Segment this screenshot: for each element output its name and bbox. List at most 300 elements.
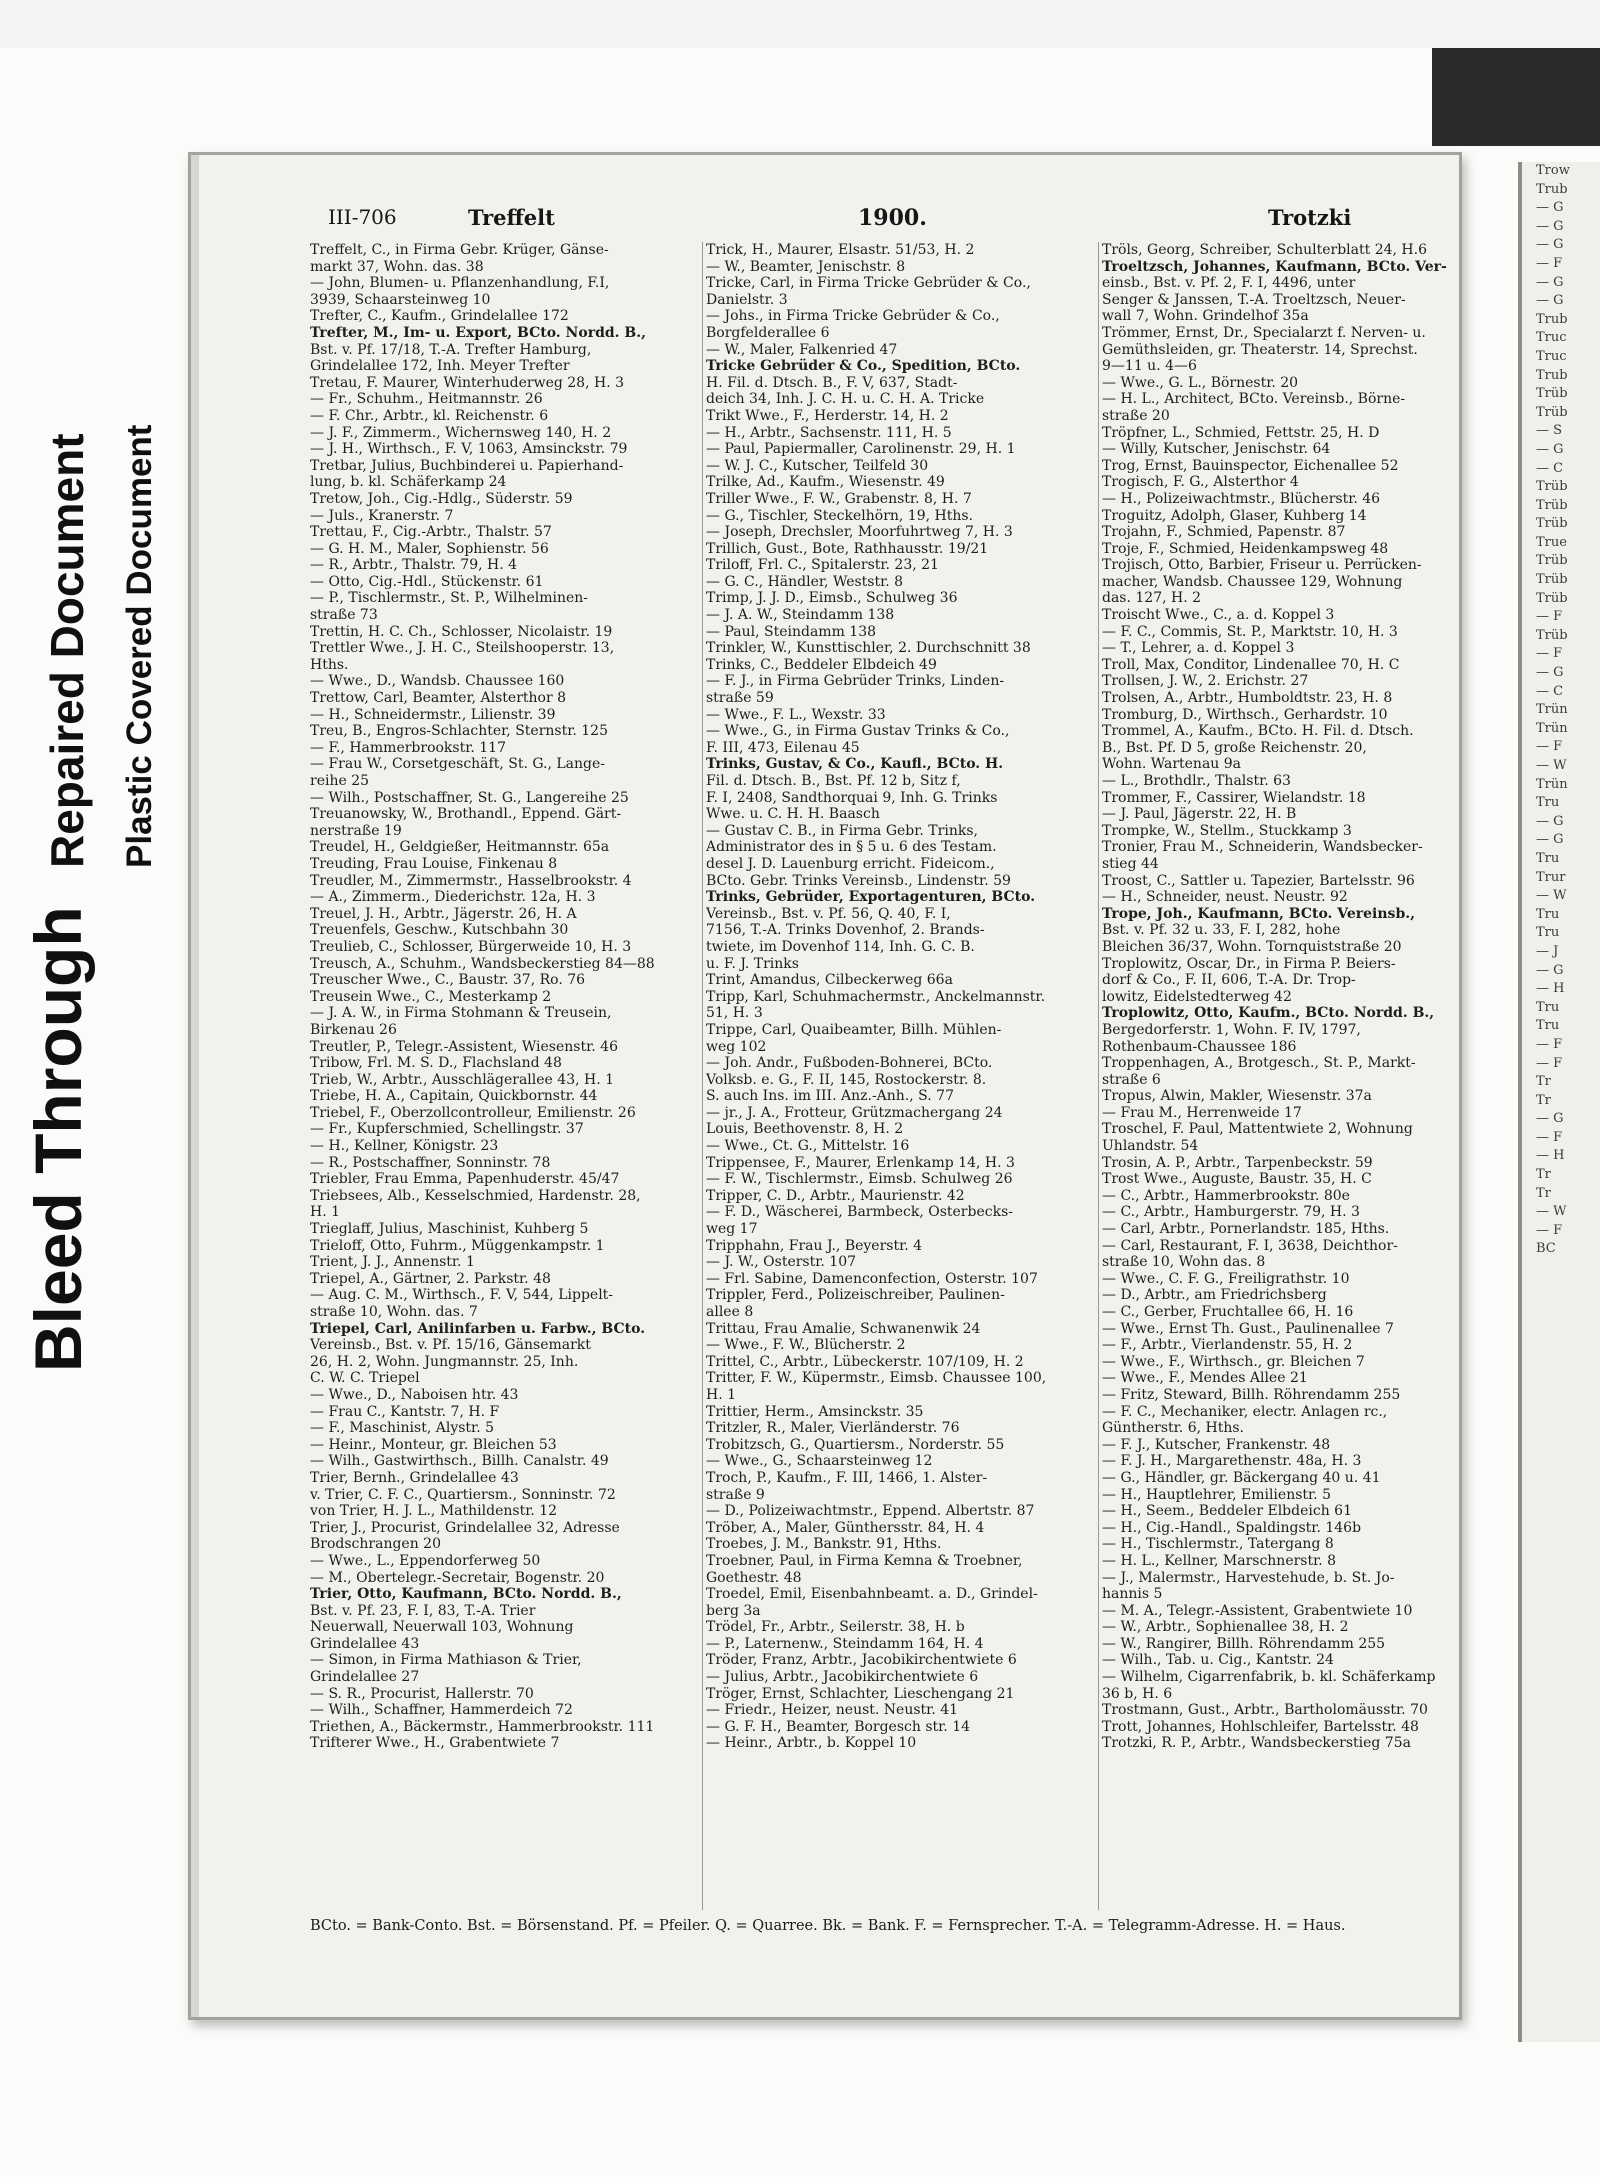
directory-entry-line: Trick, H., Maurer, Elsastr. 51/53, H. 2 [706, 242, 975, 258]
directory-entry-line: 36 b, H. 6 [1102, 1685, 1173, 1702]
directory-entry-line: — A., Zimmerm., Diederichstr. 12a, H. 3 [310, 889, 596, 906]
directory-entry-line: H. 1 [706, 1386, 737, 1403]
next-page-fragment: — F [1536, 255, 1563, 271]
directory-entry-line: Troedel, Emil, Eisenbahnbeamt. a. D., Grindel- [706, 1586, 1038, 1603]
directory-entry-line: Senger & Janssen, T.-A. Troeltzsch, Neuer- [1102, 291, 1406, 308]
directory-entry-line: — Wwe., D., Naboisen htr. 43 [310, 1386, 519, 1403]
directory-entry-line: — Frau M., Herrenweide 17 [1102, 1104, 1302, 1121]
directory-entry-line: Triepel, A., Gärtner, 2. Parkstr. 48 [310, 1270, 551, 1287]
next-page-fragment: — F [1536, 1222, 1563, 1238]
directory-entry-line: — C., Arbtr., Hamburgerstr. 79, H. 3 [1102, 1204, 1360, 1221]
next-page-fragment: — W [1536, 1204, 1567, 1220]
scanner-background-corner [1432, 48, 1600, 146]
next-page-fragment: — W [1536, 758, 1567, 773]
directory-entry-line: Tritzler, R., Maler, Vierländerstr. 76 [706, 1420, 960, 1437]
directory-entry-line: 3939, Schaarsteinweg 10 [310, 291, 491, 308]
directory-entry-line: — W., Beamter, Jenischstr. 8 [706, 258, 906, 275]
directory-entry-line: — Wwe., F., Mendes Allee 21 [1102, 1370, 1308, 1387]
directory-entry-line: — Joh. Andr., Fußboden-Bohnerei, BCto. [706, 1055, 993, 1072]
directory-entry-line: — J. A. W., Steindamm 138 [706, 607, 895, 624]
next-page-fragment: — H [1536, 981, 1565, 997]
column-divider [702, 242, 703, 1910]
directory-entry-line: — G. H. M., Maler, Sophienstr. 56 [310, 540, 549, 557]
directory-entry-line: — H., Schneider, neust. Neustr. 92 [1102, 889, 1348, 906]
directory-entry-line: 26, H. 2, Wohn. Jungmannstr. 25, Inh. [310, 1353, 579, 1370]
directory-entry-line: Trieb, W., Arbtr., Ausschlägerallee 43, H. 1 [310, 1071, 615, 1088]
directory-entry-line: hannis 5 [1102, 1586, 1163, 1603]
directory-entry-line: Tröls, Georg, Schreiber, Schulterblatt 24, H.6 [1102, 242, 1427, 258]
next-page-fragment: — G [1536, 1111, 1564, 1127]
directory-entry-line: — H., Schneidermstr., Lilienstr. 39 [310, 706, 556, 723]
entries-column-1 [310, 242, 694, 1752]
directory-entry-line: Tricke Gebrüder & Co., Spedition, BCto. [706, 358, 1021, 375]
directory-entry-line: Neuerwall, Neuerwall 103, Wohnung [310, 1619, 574, 1636]
directory-entry-line: Borgfelderallee 6 [706, 324, 830, 341]
directory-entry-line: Trilke, Ad., Kaufm., Wiesenstr. 49 [706, 474, 945, 491]
directory-entry-line: allee 8 [706, 1304, 754, 1320]
directory-entry-line: Triethen, A., Bäckermstr., Hammerbrookstr. 111 [310, 1718, 655, 1735]
directory-entry-line: — C., Arbtr., Hammerbrookstr. 80e [1102, 1187, 1350, 1204]
directory-entry-line: — F. C., Commis, St. P., Marktstr. 10, H. 3 [1102, 623, 1398, 640]
directory-entry-line: Trittier, Herm., Amsinckstr. 35 [706, 1403, 924, 1420]
directory-entry-line: Tripp, Karl, Schuhmachermstr., Anckelmannstr. [706, 988, 1046, 1005]
directory-entry-line: — J. Paul, Jägerstr. 22, H. B [1102, 806, 1297, 823]
directory-entry-line: — W., Arbtr., Sophienallee 38, H. 2 [1102, 1619, 1349, 1636]
directory-entry-line: — F. D., Wäscherei, Barmbeck, Osterbecks- [706, 1204, 1013, 1221]
directory-entry-line: — F., Hammerbrookstr. 117 [310, 739, 506, 756]
directory-entry-line: F. III, 473, Eilenau 45 [706, 739, 860, 756]
directory-entry-line: Troost, C., Sattler u. Tapezier, Bartelsstr. 96 [1102, 872, 1415, 889]
next-page-fragment: — G [1536, 813, 1564, 829]
directory-entry-line: markt 37, Wohn. das. 38 [310, 258, 484, 275]
directory-entry-line: — Simon, in Firma Mathiason & Trier, [310, 1652, 582, 1669]
directory-entry-line: lowitz, Eidelstedterweg 42 [1102, 988, 1292, 1005]
next-page-fragment: — G [1536, 665, 1564, 681]
page-header [328, 205, 1518, 235]
directory-entry-line: Treudel, H., Geldgießer, Heitmannstr. 65a [310, 839, 610, 856]
directory-entry-line: — Fr., Schuhm., Heitmannstr. 26 [310, 391, 543, 408]
directory-entry-line: Tricke, Carl, in Firma Tricke Gebrüder & Co., [706, 275, 1031, 292]
directory-entry-line: H. 1 [310, 1204, 341, 1221]
directory-entry-line: Treulieb, C., Schlosser, Bürgerweide 10, H. 3 [310, 938, 632, 955]
directory-entry-line: Gemüthsleiden, gr. Theaterstr. 14, Sprechst. [1102, 341, 1418, 358]
directory-entry-line: — P., Laternenw., Steindamm 164, H. 4 [706, 1635, 984, 1652]
directory-entry-line: Volksb. e. G., F. II, 145, Rostockerstr. 8. [706, 1071, 987, 1088]
directory-entry-line: Trott, Johannes, Hohlschleifer, Bartelsstr. 48 [1102, 1718, 1419, 1735]
directory-entry-line: Trojisch, Otto, Barbier, Friseur u. Perrücken- [1102, 557, 1422, 574]
directory-entry-line: — Wwe., G., in Firma Gustav Trinks & Co., [706, 723, 1010, 740]
directory-entry-line: — L., Brothdlr., Thalstr. 63 [1102, 773, 1291, 789]
next-page-fragment: Trub [1536, 311, 1568, 327]
directory-entry-line: Grindelallee 27 [310, 1669, 420, 1686]
directory-entry-line: Treuel, J. H., Arbtr., Jägerstr. 26, H. A [310, 905, 577, 922]
directory-entry-line: — H., Kellner, Königstr. 23 [310, 1138, 499, 1155]
directory-entry-line: Triebler, Frau Emma, Papenhuderstr. 45/47 [310, 1171, 620, 1188]
directory-entry-line: — F. W., Tischlermstr., Eimsb. Schulweg 26 [706, 1171, 1013, 1188]
directory-entry-line: — R., Arbtr., Thalstr. 79, H. 4 [310, 557, 518, 574]
next-page-fragment: — F [1536, 739, 1563, 755]
directory-entry-line: — H., Seem., Beddeler Elbdeich 61 [1102, 1503, 1352, 1520]
directory-entry-line: — Wilh., Postschaffner, St. G., Langereihe 25 [310, 789, 629, 806]
directory-entry-line: Treuscher Wwe., C., Baustr. 37, Ro. 76 [310, 972, 586, 989]
next-page-fragment: — W [1536, 888, 1567, 904]
directory-entry-line: — Frau W., Corsetgeschäft, St. G., Lange- [310, 756, 606, 773]
directory-entry-line: Bst. v. Pf. 32 u. 33, F. I, 282, hohe [1102, 922, 1341, 939]
directory-entry-line: — F. C., Mechaniker, electr. Anlagen rc., [1102, 1403, 1388, 1420]
directory-entry-line: lung, b. kl. Schäferkamp 24 [310, 474, 507, 491]
directory-entry-line: — Julius, Arbtr., Jacobikirchentwiete 6 [706, 1669, 979, 1686]
next-page-fragment: — G [1536, 218, 1564, 234]
directory-entry-line: Trier, J., Procurist, Grindelallee 32, Adresse [310, 1519, 620, 1536]
directory-entry-line: Treuanowsky, W., Brothandl., Eppend. Gärt- [310, 806, 622, 823]
next-page-fragment: Trüb [1536, 627, 1568, 643]
directory-entry-line: Trost Wwe., Auguste, Baustr. 35, H. C [1102, 1171, 1372, 1188]
directory-entry-line: Trient, J. J., Annenstr. 1 [310, 1254, 475, 1271]
left-keyword: Treffelt [468, 205, 555, 230]
next-page-fragment: — J [1536, 943, 1559, 959]
next-page-fragment: Tru [1536, 906, 1560, 922]
next-page-fragment: Tru [1536, 850, 1560, 866]
directory-entry-line: das. 127, H. 2 [1102, 590, 1202, 607]
directory-entry-line: — Juls., Kranerstr. 7 [310, 507, 454, 524]
directory-entry-line: Uhlandstr. 54 [1102, 1138, 1199, 1155]
directory-entry-line: H. Fil. d. Dtsch. B., F. V, 637, Stadt- [706, 374, 958, 391]
directory-entry-line: — H., Cig.-Handl., Spaldingstr. 146b [1102, 1519, 1362, 1536]
directory-entry-line: Treudler, M., Zimmermstr., Hasselbrookstr. 4 [310, 872, 632, 889]
directory-entry-line: — G. F. H., Beamter, Borgesch str. 14 [706, 1718, 971, 1735]
directory-entry-line: Trojahn, F., Schmied, Papenstr. 87 [1102, 524, 1346, 541]
directory-entry-line: — W., Maler, Falkenried 47 [706, 341, 898, 358]
directory-entry-line: Troll, Max, Conditor, Lindenallee 70, H. C [1102, 656, 1400, 673]
directory-entry-line: Trefter, C., Kaufm., Grindelallee 172 [310, 308, 569, 325]
directory-entry-line: nerstraße 19 [310, 822, 402, 839]
directory-entry-line: Trieloff, Otto, Fuhrm., Müggenkampstr. 1 [310, 1237, 605, 1254]
next-page-fragment: BC [1536, 1241, 1556, 1257]
directory-entry-line: Wohn. Wartenau 9a [1102, 756, 1242, 773]
directory-entry-line: — J. W., Osterstr. 107 [706, 1254, 857, 1271]
next-page-fragment: — G [1536, 200, 1564, 216]
next-page-fragment: Trüb [1536, 553, 1568, 569]
directory-entry-line: Brodschrangen 20 [310, 1536, 441, 1553]
directory-entry-line: dorf & Co., F. II, 606, T.-A. Dr. Trop- [1102, 972, 1356, 989]
next-page-fragment: — G [1536, 274, 1564, 290]
directory-entry-line: berg 3a [706, 1602, 761, 1619]
directory-entry-line: C. W. C. Triepel [310, 1370, 420, 1387]
repaired-document-label: Repaired Document [41, 433, 93, 868]
directory-entry-line: Bst. v. Pf. 17/18, T.-A. Trefter Hamburg, [310, 341, 592, 358]
directory-entry-line: Bergedorferstr. 1, Wohn. F. IV, 1797, [1102, 1021, 1361, 1038]
directory-entry-line: — C., Gerber, Fruchtallee 66, H. 16 [1102, 1304, 1354, 1320]
right-keyword: Trotzki [1268, 205, 1352, 230]
next-page-fragment: Tru [1536, 925, 1560, 941]
directory-entry-line: von Trier, H. J. L., Mathildenstr. 12 [310, 1503, 558, 1520]
directory-entry-line: u. F. J. Trinks [706, 955, 799, 972]
next-page-fragment: True [1536, 534, 1567, 550]
directory-entry-line: — Wwe., D., Wandsb. Chaussee 160 [310, 673, 565, 690]
directory-entry-line: Treusein Wwe., C., Mesterkamp 2 [310, 988, 552, 1005]
directory-entry-line: — F. J., in Firma Gebrüder Trinks, Linden- [706, 673, 1005, 690]
directory-entry-line: deich 34, Inh. J. C. H. u. C. H. A. Tricke [706, 391, 985, 408]
directory-entry-line: reihe 25 [310, 773, 370, 789]
directory-entry-line: — Wwe., G. L., Börnestr. 20 [1102, 374, 1299, 391]
directory-entry-line: Treuding, Frau Louise, Finkenau 8 [310, 855, 558, 872]
directory-entry-line: Trettler Wwe., J. H. C., Steilshooperstr. 13, [310, 640, 615, 657]
directory-entry-line: twiete, im Dovenhof 114, Inh. G. C. B. [706, 938, 975, 955]
directory-entry-line: — Frl. Sabine, Damenconfection, Osterstr. 107 [706, 1270, 1038, 1287]
directory-entry-line: Trippler, Ferd., Polizeischreiber, Paulinen- [706, 1287, 1005, 1304]
next-page-fragment: — G [1536, 962, 1564, 978]
directory-entry-line: Trier, Otto, Kaufmann, BCto. Nordd. B., [310, 1586, 622, 1603]
directory-entry-line: — Paul, Papiermaller, Carolinenstr. 29, H. 1 [706, 441, 1016, 458]
directory-entry-line: F. I, 2408, Sandthorquai 9, Inh. G. Trinks [706, 789, 998, 806]
directory-entry-line: Tretow, Joh., Cig.-Hdlg., Süderstr. 59 [310, 490, 573, 507]
directory-entry-line: Trimp, J. J. D., Eimsb., Schulweg 36 [706, 590, 958, 607]
directory-entry-line: — Paul, Steindamm 138 [706, 623, 877, 640]
directory-entry-line: B., Bst. Pf. D 5, große Reichenstr. 20, [1102, 739, 1367, 756]
directory-entry-line: Triebe, H. A., Capitain, Quickbornstr. 44 [310, 1088, 598, 1105]
next-page-fragment: — F [1536, 646, 1563, 662]
next-page-fragment: Trüb [1536, 516, 1568, 532]
directory-entry-line: Birkenau 26 [310, 1021, 397, 1038]
directory-entry-line: — W. J. C., Kutscher, Teilfeld 30 [706, 457, 929, 474]
directory-entry-line: — Wwe., F., Wirthsch., gr. Bleichen 7 [1102, 1353, 1365, 1370]
directory-entry-line: — J. F., Zimmerm., Wichernsweg 140, H. 2 [310, 424, 612, 441]
next-page-fragment: Trüb [1536, 386, 1568, 402]
next-page-fragment: Trüb [1536, 497, 1568, 513]
directory-entry-line: Trinkler, W., Kunsttischler, 2. Durchschnitt 38 [706, 640, 1031, 657]
next-page-fragment: Trüb [1536, 590, 1568, 606]
directory-entry-line: Rothenbaum-Chaussee 186 [1102, 1038, 1297, 1055]
next-page-fragment: Trur [1536, 869, 1566, 885]
directory-entry-line: — F. J. H., Margarethenstr. 48a, H. 3 [1102, 1453, 1362, 1470]
directory-entry-line: Tronier, Frau M., Schneiderin, Wandsbecker- [1102, 839, 1423, 856]
next-page-fragment: — S [1536, 423, 1563, 439]
next-page-fragment: Tru [1536, 795, 1560, 811]
directory-entry-line: weg 17 [706, 1221, 758, 1238]
directory-entry-line: straße 10, Wohn. das. 7 [310, 1304, 478, 1320]
directory-entry-line: Trompke, W., Stellm., Stuckkamp 3 [1102, 822, 1352, 839]
directory-entry-line: straße 20 [1102, 407, 1170, 424]
directory-entry-line: Tretbar, Julius, Buchbinderei u. Papierhand- [310, 457, 624, 474]
directory-entry-line: Trippe, Carl, Quaibeamter, Billh. Mühlen- [706, 1021, 1002, 1038]
bleed-through-label: Bleed Through [21, 906, 95, 1372]
directory-entry-line: Troschel, F. Paul, Mattentwiete 2, Wohnung [1102, 1121, 1413, 1138]
directory-entry-line: Trobitzsch, G., Quartiersm., Norderstr. 55 [706, 1436, 1005, 1453]
directory-entry-line: — John, Blumen- u. Pflanzenhandlung, F.I, [310, 275, 610, 292]
next-page-edge [1518, 162, 1600, 2042]
column-divider [1098, 242, 1099, 1910]
directory-entry-line: Grindelallee 43 [310, 1635, 420, 1652]
directory-entry-line: — H., Tischlermstr., Tatergang 8 [1102, 1536, 1334, 1553]
directory-entry-line: — H., Hauptlehrer, Emilienstr. 5 [1102, 1486, 1331, 1503]
directory-entry-line: Trolsen, A., Arbtr., Humboldtstr. 23, H. 8 [1102, 690, 1393, 707]
directory-entry-line: — Frau C., Kantstr. 7, H. F [310, 1403, 500, 1420]
directory-entry-line: — F., Maschinist, Alystr. 5 [310, 1420, 495, 1437]
directory-entry-line: — F., Arbtr., Vierlandenstr. 55, H. 2 [1102, 1337, 1353, 1354]
directory-entry-line: Troplowitz, Otto, Kaufm., BCto. Nordd. B., [1102, 1005, 1435, 1022]
directory-entry-line: Tripper, C. D., Arbtr., Maurienstr. 42 [706, 1187, 965, 1204]
directory-entry-line: S. auch Ins. im III. Anz.-Anh., S. 77 [706, 1088, 954, 1105]
directory-entry-line: Wwe. u. C. H. H. Baasch [706, 806, 880, 823]
directory-entry-line: — S. R., Procurist, Hallerstr. 70 [310, 1685, 534, 1702]
directory-entry-line: Trieglaff, Julius, Maschinist, Kuhberg 5 [310, 1221, 589, 1238]
next-page-fragment: Trün [1536, 720, 1568, 736]
directory-entry-line: — Wwe., L., Eppendorferweg 50 [310, 1552, 541, 1569]
directory-entry-line: Troppenhagen, A., Brotgesch., St. P., Markt- [1102, 1055, 1416, 1072]
next-page-fragment: Truc [1536, 330, 1567, 346]
directory-entry-line: — Wwe., F. W., Blücherstr. 2 [706, 1337, 906, 1354]
directory-entry-line: Tritter, F. W., Küpermstr., Eimsb. Chaussee 100, [706, 1370, 1047, 1387]
directory-entry-line: Trikt Wwe., F., Herderstr. 14, H. 2 [706, 407, 949, 424]
directory-entry-line: Trömmer, Ernst, Dr., Specialarzt f. Nerven- u. [1102, 324, 1426, 341]
directory-entry-line: einsb., Bst. v. Pf. 2, F. I, 4496, unter [1102, 275, 1356, 292]
next-page-fragment: — G [1536, 237, 1564, 253]
directory-entry-line: Triloff, Frl. C., Spitalerstr. 23, 21 [706, 557, 939, 574]
directory-entry-line: — jr., J. A., Frotteur, Grützmachergang 24 [706, 1104, 1003, 1121]
directory-entry-line: Trollsen, J. W., 2. Erichstr. 27 [1102, 673, 1309, 690]
directory-entry-line: — Wwe., F. L., Wexstr. 33 [706, 706, 886, 723]
directory-entry-line: — T., Lehrer, a. d. Koppel 3 [1102, 640, 1295, 657]
next-page-fragment: Tr [1536, 1074, 1551, 1090]
directory-entry-line: BCto. Gebr. Trinks Vereinsb., Lindenstr. 59 [706, 872, 1011, 889]
directory-entry-line: Troje, F., Schmied, Heidenkampsweg 48 [1102, 540, 1389, 557]
directory-entry-line: — P., Tischlermstr., St. P., Wilhelminen- [310, 590, 589, 607]
directory-entry-line: Trostmann, Gust., Arbtr., Bartholomäusstr. 70 [1102, 1702, 1428, 1719]
directory-entry-line: weg 102 [706, 1038, 767, 1055]
next-page-fragment: — F [1536, 1036, 1563, 1052]
directory-entry-line: — Wilh., Schaffner, Hammerdeich 72 [310, 1702, 573, 1719]
next-page-fragment: Trüb [1536, 404, 1568, 420]
directory-entry-line: Trint, Amandus, Cilbeckerweg 66a [706, 972, 953, 989]
directory-entry-line: Trippensee, F., Maurer, Erlenkamp 14, H. 3 [706, 1154, 1015, 1171]
directory-entry-line: Trittel, C., Arbtr., Lübeckerstr. 107/109, H. 2 [706, 1353, 1024, 1370]
directory-entry-line: Troplowitz, Oscar, Dr., in Firma P. Beiers- [1102, 955, 1396, 972]
directory-entry-line: — Wwe., G., Schaarsteinweg 12 [706, 1453, 933, 1470]
directory-entry-line: Trinks, Gustav, & Co., Kaufl., BCto. H. [706, 756, 1004, 773]
directory-entry-line: Trier, Bernh., Grindelallee 43 [310, 1469, 519, 1486]
directory-entry-line: Troguitz, Adolph, Glaser, Kuhberg 14 [1102, 507, 1367, 524]
directory-entry-line: Trittau, Frau Amalie, Schwanenwik 24 [706, 1320, 981, 1337]
directory-entry-line: — Wilh., Gastwirthsch., Billh. Canalstr. 49 [310, 1453, 609, 1470]
next-page-fragment: Tru [1536, 1018, 1560, 1034]
directory-entry-line: Trettau, F., Cig.-Arbtr., Thalstr. 57 [310, 524, 552, 541]
next-page-fragment: Tr [1536, 1185, 1551, 1201]
directory-entry-line: Treu, B., Engros-Schlachter, Sternstr. 125 [310, 723, 608, 740]
directory-entry-line: Tröber, A., Maler, Günthersstr. 84, H. 4 [706, 1519, 985, 1536]
directory-entry-line: Tropus, Alwin, Makler, Wiesenstr. 37a [1102, 1088, 1372, 1105]
directory-entry-line: v. Trier, C. F. C., Quartiersm., Sonninstr. 72 [310, 1486, 616, 1503]
next-page-fragment: — G [1536, 293, 1564, 309]
directory-entry-line: Hths. [310, 656, 349, 673]
entries-column-3 [1102, 242, 1486, 1752]
directory-entry-line: Bleichen 36/37, Wohn. Tornquiststraße 20 [1102, 938, 1402, 955]
directory-entry-line: Trope, Joh., Kaufmann, BCto. Vereinsb., [1102, 905, 1415, 922]
directory-entry-line: straße 59 [706, 690, 774, 707]
directory-entry-line: Treffelt, C., in Firma Gebr. Krüger, Gänse- [310, 242, 609, 258]
next-page-fragment: Trüb [1536, 479, 1568, 495]
directory-entry-line: Trillich, Gust., Bote, Rathhausstr. 19/21 [706, 540, 989, 557]
next-page-fragment: Trüb [1536, 572, 1568, 588]
directory-entry-line: — J. H., Wirthsch., F. V, 1063, Amsinckstr. 79 [310, 441, 628, 458]
directory-entry-line: Trinks, Gebrüder, Exportagenturen, BCto. [706, 889, 1036, 906]
plastic-covered-label: Plastic Covered Document [120, 424, 159, 868]
directory-entry-line: Tromburg, D., Wirthsch., Gerhardstr. 10 [1102, 706, 1388, 723]
directory-entry-line: — H. L., Architect, BCto. Vereinsb., Börne- [1102, 391, 1406, 408]
abbreviation-legend: BCto. = Bank-Conto. Bst. = Börsenstand. Pf. = Pfeiler. Q. = Quarree. Bk. = Bank. F. = Fernsprecher. T.-A. = Telegramm-Adresse. H. = Haus. [310, 1918, 1346, 1934]
directory-entry-line: Vereinsb., Bst. v. Pf. 15/16, Gänsemarkt [310, 1337, 591, 1354]
page-number: III-706 [328, 205, 397, 229]
directory-entry-line: straße 9 [706, 1486, 765, 1503]
directory-entry-line: Tröger, Ernst, Schlachter, Lieschengang 21 [706, 1685, 1015, 1702]
next-page-fragment: Trün [1536, 776, 1568, 792]
directory-entry-line: Trommel, A., Kaufm., BCto. H. Fil. d. Dtsch. [1102, 723, 1414, 740]
directory-entry-line: — Wwe., Ct. G., Mittelstr. 16 [706, 1138, 910, 1155]
directory-entry-line: Treutler, P., Telegr.-Assistent, Wiesenstr. 46 [310, 1038, 618, 1055]
next-page-fragment: Trow [1536, 163, 1570, 178]
directory-entry-line: — Wilhelm, Cigarrenfabrik, b. kl. Schäferkamp [1102, 1669, 1436, 1686]
directory-entry-line: Güntherstr. 6, Hths. [1102, 1420, 1244, 1437]
directory-entry-line: — Carl, Arbtr., Pornerlandstr. 185, Hths. [1102, 1221, 1390, 1238]
directory-entry-line: — H., Polizeiwachtmstr., Blücherstr. 46 [1102, 490, 1381, 507]
directory-entry-line: — Wilh., Tab. u. Cig., Kantstr. 24 [1102, 1652, 1334, 1669]
directory-entry-line: Troebes, J. M., Bankstr. 91, Hths. [706, 1536, 942, 1553]
directory-entry-line: Triepel, Carl, Anilinfarben u. Farbw., BCto. [310, 1320, 646, 1337]
directory-entry-line: Trinks, C., Beddeler Elbdeich 49 [706, 656, 937, 673]
directory-entry-line: Trettow, Carl, Beamter, Alsterthor 8 [310, 690, 567, 707]
directory-entry-line: — M. A., Telegr.-Assistent, Grabentwiete 10 [1102, 1602, 1413, 1619]
directory-entry-line: Trettin, H. C. Ch., Schlosser, Nicolaistr. 19 [310, 623, 613, 640]
next-page-fragment: — F [1536, 609, 1563, 625]
directory-entry-line: — Aug. C. M., Wirthsch., F. V, 544, Lippelt- [310, 1287, 614, 1304]
directory-entry-line: Danielstr. 3 [706, 291, 788, 308]
directory-entry-line: — Heinr., Monteur, gr. Bleichen 53 [310, 1436, 557, 1453]
next-page-fragment: Tru [1536, 999, 1560, 1015]
directory-entry-line: — Carl, Restaurant, F. I, 3638, Deichthor- [1102, 1237, 1398, 1254]
directory-entry-line: Tribow, Frl. M. S. D., Flachsland 48 [310, 1055, 562, 1072]
directory-entry-line: Trifterer Wwe., H., Grabentwiete 7 [310, 1735, 560, 1752]
directory-entry-line: — M., Obertelegr.-Secretair, Bogenstr. 20 [310, 1569, 605, 1586]
directory-entry-line: desel J. D. Lauenburg erricht. Fideicom., [706, 855, 995, 872]
directory-entry-line: — F. Chr., Arbtr., kl. Reichenstr. 6 [310, 407, 549, 424]
next-page-fragment: — C [1536, 460, 1564, 476]
directory-entry-line: Tröpfner, L., Schmied, Fettstr. 25, H. D [1102, 424, 1380, 441]
directory-entry-line: — H. L., Kellner, Marschnerstr. 8 [1102, 1552, 1337, 1569]
next-page-fragment: Trub [1536, 181, 1568, 197]
directory-entry-line: Tretau, F. Maurer, Winterhuderweg 28, H. 3 [310, 374, 624, 391]
next-page-fragment: — H [1536, 1148, 1565, 1164]
directory-entry-line: Grindelallee 172, Inh. Meyer Trefter [310, 358, 570, 375]
directory-entry-line: Triller Wwe., F. W., Grabenstr. 8, H. 7 [706, 490, 972, 507]
directory-entry-line: stieg 44 [1102, 855, 1159, 872]
directory-entry-line: Trefter, M., Im- u. Export, BCto. Nordd. B., [310, 324, 646, 341]
directory-entry-line: Tripphahn, Frau J., Beyerstr. 4 [706, 1237, 923, 1254]
directory-entry-line: — G., Händler, gr. Bäckergang 40 u. 41 [1102, 1469, 1381, 1486]
directory-entry-line: Administrator des in § 5 u. 6 des Testam. [706, 839, 997, 856]
directory-entry-line: — Wwe., Ernst Th. Gust., Paulinenallee 7 [1102, 1320, 1394, 1337]
directory-entry-line: Goethestr. 48 [706, 1569, 802, 1586]
directory-entry-line: — R., Postschaffner, Sonninstr. 78 [310, 1154, 551, 1171]
directory-entry-line: — Johs., in Firma Tricke Gebrüder & Co., [706, 308, 1000, 325]
directory-entry-line: — F. J., Kutscher, Frankenstr. 48 [1102, 1436, 1331, 1453]
directory-entry-line: — Fr., Kupferschmied, Schellingstr. 37 [310, 1121, 584, 1138]
directory-entry-line: Louis, Beethovenstr. 8, H. 2 [706, 1121, 904, 1138]
next-page-fragment: Tr [1536, 1167, 1551, 1183]
directory-entry-line: 7156, T.-A. Trinks Dovenhof, 2. Brands- [706, 922, 985, 939]
directory-entry-line: Treuenfels, Geschw., Kutschbahn 30 [310, 922, 569, 939]
directory-entry-line: — Willy, Kutscher, Jenischstr. 64 [1102, 441, 1331, 458]
directory-entry-line: — G. C., Händler, Weststr. 8 [706, 573, 904, 590]
next-page-fragment: Truc [1536, 348, 1567, 364]
